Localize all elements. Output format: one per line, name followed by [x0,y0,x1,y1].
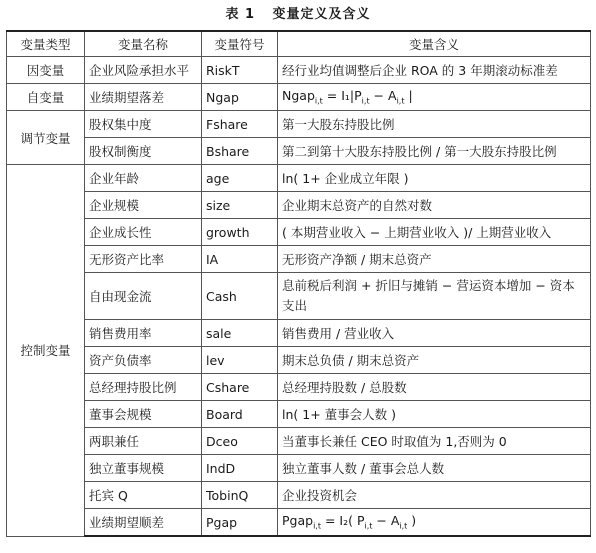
variable-meaning-formula: Pgap$_{i,t}$ = I₂( $P_{i,t} - A_{i,t}$ ) [278,509,591,537]
variable-meaning: ln( 1+ 企业成立年限 ) [278,165,591,192]
variable-meaning: 企业期末总资产的自然对数 [278,192,591,219]
variable-meaning: 销售费用 / 营业收入 [278,320,591,347]
variable-name: 总经理持股比例 [85,374,202,401]
variable-name: 董事会规模 [85,401,202,428]
variable-definition-table [6,30,591,537]
variable-name: 业绩期望顺差 [85,509,202,537]
variable-symbol: Ngap [202,84,278,111]
table-row [7,347,591,374]
variable-symbol: Dceo [202,428,278,455]
table-row [7,273,591,320]
header-variable-meaning: 变量含义 [278,31,591,57]
variable-meaning-formula: Ngap$_{i,t}$ = $I_1|P_{i,t} - A_{i,t}$ | [278,84,591,111]
group-control: 控制变量 [7,165,85,537]
variable-symbol: IndD [202,455,278,482]
table-row [7,374,591,401]
variable-symbol: growth [202,219,278,246]
variable-symbol: sale [202,320,278,347]
variable-symbol: Pgap [202,509,278,537]
table-row [7,428,591,455]
table-title: 变量定义及含义 [272,7,371,22]
variable-name: 资产负债率 [85,347,202,374]
variable-name: 托宾 Q [85,482,202,509]
header-variable-name: 变量名称 [85,31,202,57]
table-row [7,455,591,482]
variable-meaning: 第一大股东持股比例 [278,111,591,138]
table-row [7,192,591,219]
variable-name: 企业风险承担水平 [85,57,202,84]
table-header-row [7,31,591,57]
variable-meaning: ( 本期营业收入 − 上期营业收入 )/ 上期营业收入 [278,219,591,246]
header-variable-symbol: 变量符号 [202,31,278,57]
variable-meaning: 第二到第十大股东持股比例 / 第一大股东持股比例 [278,138,591,165]
variable-name: 两职兼任 [85,428,202,455]
variable-meaning: 息前税后利润 + 折旧与摊销 − 营运资本增加 − 资本支出 [278,273,591,320]
variable-meaning: 经行业均值调整后企业 ROA 的 3 年期滚动标准差 [278,57,591,84]
variable-name: 业绩期望落差 [85,84,202,111]
variable-meaning: 当董事长兼任 CEO 时取值为 1,否则为 0 [278,428,591,455]
table-row [7,219,591,246]
variable-name: 企业规模 [85,192,202,219]
variable-symbol: Cshare [202,374,278,401]
variable-meaning: ln( 1+ 董事会人数 ) [278,401,591,428]
variable-name: 企业年龄 [85,165,202,192]
table-row [7,246,591,273]
variable-meaning: 总经理持股数 / 总股数 [278,374,591,401]
variable-meaning: 企业投资机会 [278,482,591,509]
table-row [7,138,591,165]
table-row [7,509,591,537]
header-variable-type: 变量类型 [7,31,85,57]
table-row [7,57,591,84]
variable-symbol: lev [202,347,278,374]
table-row [7,111,591,138]
group-moderator: 调节变量 [7,111,85,165]
table-row [7,84,591,111]
variable-meaning: 无形资产净额 / 期末总资产 [278,246,591,273]
variable-symbol: Board [202,401,278,428]
table-row [7,482,591,509]
table-row [7,320,591,347]
variable-symbol: IA [202,246,278,273]
group-independent: 自变量 [7,84,85,111]
variable-meaning: 独立董事人数 / 董事会总人数 [278,455,591,482]
variable-name: 股权制衡度 [85,138,202,165]
group-dependent: 因变量 [7,57,85,84]
variable-symbol: age [202,165,278,192]
table-row [7,165,591,192]
variable-symbol: Cash [202,273,278,320]
variable-meaning: 期末总负债 / 期末总资产 [278,347,591,374]
variable-name: 自由现金流 [85,273,202,320]
variable-name: 股权集中度 [85,111,202,138]
table-number: 表 1 [225,7,256,22]
variable-symbol: Fshare [202,111,278,138]
table-row [7,401,591,428]
table-caption [6,0,590,30]
variable-symbol: Bshare [202,138,278,165]
variable-symbol: RiskT [202,57,278,84]
variable-name: 企业成长性 [85,219,202,246]
variable-symbol: size [202,192,278,219]
variable-name: 独立董事规模 [85,455,202,482]
variable-symbol: TobinQ [202,482,278,509]
variable-name: 销售费用率 [85,320,202,347]
variable-name: 无形资产比率 [85,246,202,273]
